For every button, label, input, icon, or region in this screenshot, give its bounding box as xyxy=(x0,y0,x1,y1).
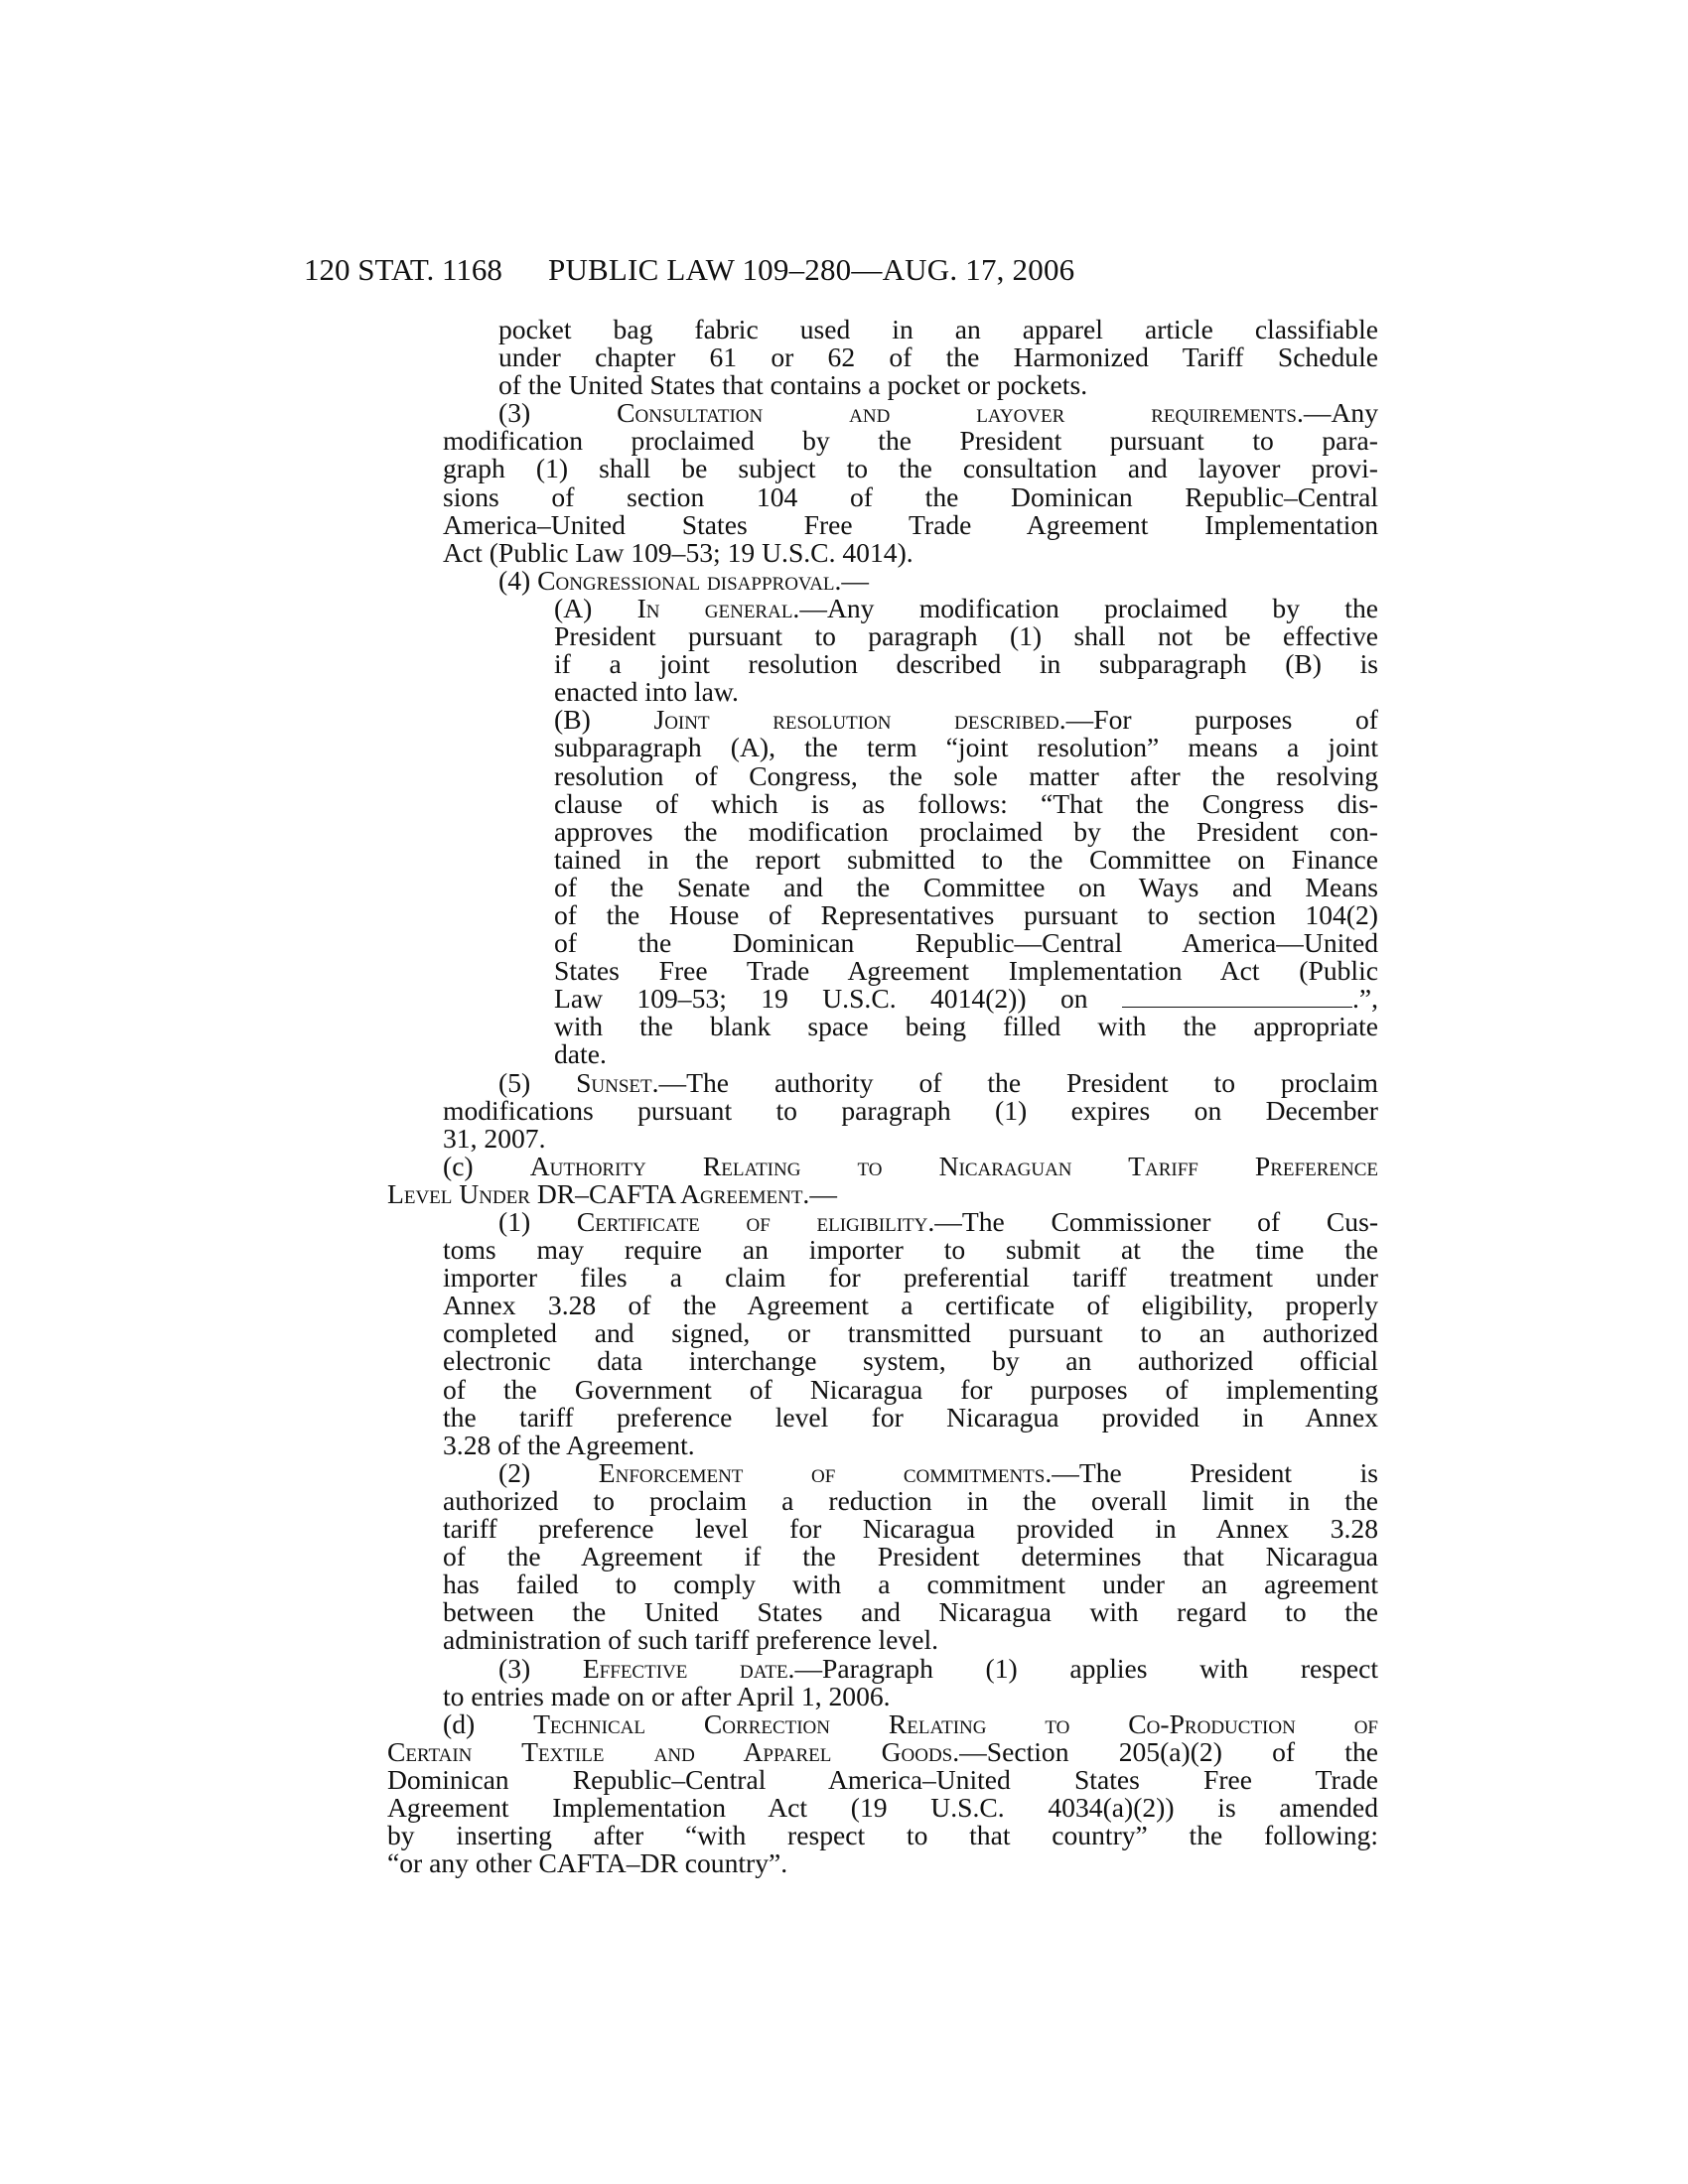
paragraph-number: (1) xyxy=(498,1206,577,1237)
text-fragment: .”, xyxy=(1351,983,1378,1015)
subsection-c-heading-line xyxy=(443,1150,1378,1181)
document-body xyxy=(387,314,1379,1879)
text-line: States Free Trade Agreement Implementation Act (Public xyxy=(554,955,1378,987)
paragraph-3-heading-line xyxy=(443,399,1378,427)
subsection-heading: Level Under DR–CAFTA Agreement. xyxy=(387,1177,810,1209)
blank-date-line xyxy=(498,985,1378,1013)
text-fragment: —The President is xyxy=(1052,1456,1379,1488)
subparagraph-a-heading-line xyxy=(498,592,1378,623)
text-fragment: — xyxy=(809,1177,837,1209)
paragraph-number: (2) xyxy=(498,1456,599,1488)
text-line: of the House of Representatives pursuant to section 104(2) xyxy=(554,898,1378,930)
subsection-number: (d) xyxy=(443,1707,534,1739)
text-line: the tariff preference level for Nicaragua provided in Annex xyxy=(443,1401,1378,1433)
blank-date-field xyxy=(1122,985,1352,1008)
text-fragment: —Any modification proclaimed by the xyxy=(799,592,1378,623)
text-fragment: Law 109–53; 19 U.S.C. 4014(2)) on xyxy=(554,983,1088,1015)
text-fragment: —Paragraph (1) applies with respect xyxy=(794,1652,1379,1684)
text-line: Agreement Implementation Act (19 U.S.C. 4034(a)(2)) is amended xyxy=(387,1791,1378,1823)
text-fragment: —Any xyxy=(1303,397,1379,429)
text-line: to entries made on or after April 1, 2006. xyxy=(443,1680,891,1711)
public-law-title: PUBLIC LAW 109–280—AUG. 17, 2006 xyxy=(548,252,1075,287)
text-line: Annex 3.28 of the Agreement a certificate of eligibility, properly xyxy=(443,1290,1378,1321)
paragraph-heading: Certificate of eligibility. xyxy=(576,1206,935,1237)
paragraph-heading: Enforcement of commitments. xyxy=(598,1456,1053,1488)
text-line: administration of such tariff preference level. xyxy=(443,1624,939,1656)
text-line: tained in the report submitted to the Committee on Finance xyxy=(554,843,1378,875)
text-line: Dominican Republic–Central America–United States Free Trade xyxy=(387,1763,1378,1795)
paragraph-heading: Sunset. xyxy=(576,1066,659,1098)
page-header xyxy=(304,248,1376,292)
text-line: of the Agreement if the President determines that Nicaragua xyxy=(443,1541,1378,1572)
paragraph-heading: Congressional disapproval. xyxy=(537,564,842,596)
text-fragment: —The authority of the President to proclaim xyxy=(658,1066,1378,1098)
text-line: 3.28 of the Agreement. xyxy=(443,1429,695,1460)
subparagraph-b-heading-line xyxy=(498,706,1378,734)
text-line: America–United States Free Trade Agreement Implementation xyxy=(443,508,1378,540)
text-line: graph (1) shall be subject to the consultation and layover provi- xyxy=(443,453,1378,484)
text-line: modification proclaimed by the President pursuant to para- xyxy=(443,425,1378,457)
text-line: completed and signed, or transmitted pursuant to an authorized xyxy=(443,1317,1378,1349)
subsection-number: (c) xyxy=(443,1150,530,1181)
text-line: approves the modification proclaimed by the President con- xyxy=(554,815,1378,847)
text-line: enacted into law. xyxy=(554,676,739,708)
text-line: authorized to proclaim a reduction in the overall limit in the xyxy=(443,1484,1378,1516)
subsection-d-heading-line-2 xyxy=(387,1735,1378,1767)
paragraph-c2-heading-line xyxy=(498,1456,1379,1488)
text-line: of the United States that contains a pocket or pockets. xyxy=(498,369,1088,401)
subsection-d-heading-line xyxy=(443,1707,1378,1739)
text-line: Act (Public Law 109–53; 19 U.S.C. 4014). xyxy=(443,536,914,568)
subparagraph-heading: Joint resolution described. xyxy=(653,704,1066,736)
paragraph-number: (3) xyxy=(498,1652,583,1684)
text-line: of the Dominican Republic—Central America—United xyxy=(554,927,1378,959)
subsection-heading: Certain Textile and Apparel Goods. xyxy=(387,1735,960,1767)
text-fragment: —The Commissioner of Cus- xyxy=(934,1206,1379,1237)
text-line: tariff preference level for Nicaragua provided in Annex 3.28 xyxy=(443,1513,1378,1545)
text-line: clause of which is as follows: “That the Congress dis- xyxy=(554,787,1378,819)
paragraph-c1-heading-line xyxy=(498,1208,1378,1236)
paragraph-heading: Consultation and layover requirements. xyxy=(617,397,1304,429)
text-line: date. xyxy=(554,1038,607,1070)
text-line: 31, 2007. xyxy=(443,1122,546,1154)
paragraph-number: (4) xyxy=(498,564,538,596)
text-line: between the United States and Nicaragua with regard to the xyxy=(443,1596,1378,1628)
text-line: under chapter 61 or 62 of the Harmonized Tariff Schedule xyxy=(498,341,1378,373)
text-line: of the Senate and the Committee on Ways and Means xyxy=(554,871,1378,902)
text-line: importer files a claim for preferential tariff treatment under xyxy=(443,1262,1378,1294)
subsection-heading: Technical Correction Relating to Co-Production of xyxy=(533,1707,1378,1739)
paragraph-heading: Effective date. xyxy=(582,1652,795,1684)
text-line: if a joint resolution described in subparagraph (B) is xyxy=(554,648,1378,680)
paragraph-number: (3) xyxy=(498,397,618,429)
text-fragment: —For purposes of xyxy=(1065,704,1378,736)
subsection-c-heading-line-2 xyxy=(387,1177,1378,1209)
text-line: has failed to comply with a commitment under an agreement xyxy=(443,1569,1378,1600)
text-line: subparagraph (A), the term “joint resolution” means a joint xyxy=(554,732,1378,763)
text-line: modifications pursuant to paragraph (1) expires on December xyxy=(443,1094,1378,1126)
text-fragment: — xyxy=(841,564,870,596)
paragraph-c3-heading-line xyxy=(498,1652,1379,1684)
text-fragment: —Section 205(a)(2) of the xyxy=(959,1735,1378,1767)
subparagraph-heading: In general. xyxy=(636,592,800,623)
statute-page-number: 120 STAT. 1168 xyxy=(304,252,502,287)
paragraph-4-heading-line xyxy=(498,564,1378,596)
subparagraph-number: (A) xyxy=(554,592,637,623)
text-line: resolution of Congress, the sole matter after the resolving xyxy=(554,759,1378,791)
text-line: by inserting after “with respect to that country” the following: xyxy=(387,1820,1378,1851)
text-line: pocket bag fabric used in an apparel article classifiable xyxy=(498,314,1378,344)
text-line: “or any other CAFTA–DR country”. xyxy=(387,1847,788,1879)
text-line: toms may require an importer to submit at the time the xyxy=(443,1234,1378,1266)
paragraph-5-heading-line xyxy=(498,1066,1378,1098)
text-line: President pursuant to paragraph (1) shall not be effective xyxy=(554,620,1378,652)
paragraph-number: (5) xyxy=(498,1066,577,1098)
text-line: of the Government of Nicaragua for purposes of implementing xyxy=(443,1373,1378,1405)
text-line: with the blank space being filled with the appropriate xyxy=(554,1011,1378,1042)
subsection-heading: Authority Relating to Nicaraguan Tariff Preference xyxy=(529,1150,1378,1181)
text-line: electronic data interchange system, by an authorized official xyxy=(443,1345,1378,1377)
text-line: sions of section 104 of the Dominican Republic–Central xyxy=(443,480,1378,512)
subparagraph-number: (B) xyxy=(554,704,654,736)
